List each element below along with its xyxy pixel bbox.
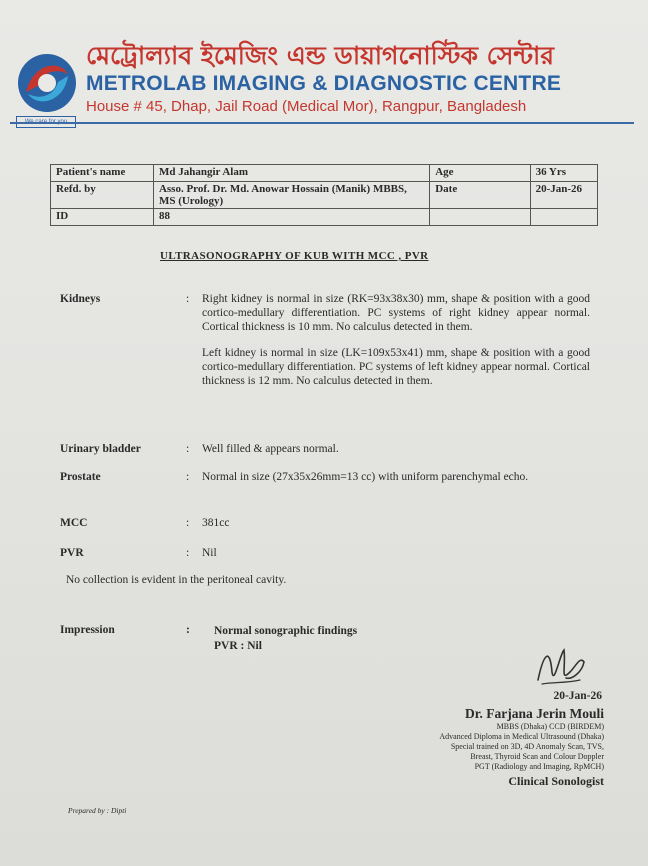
bladder-text: Well filled & appears normal.	[202, 443, 339, 455]
logo-tagline: We care for you	[16, 116, 76, 128]
pvr-label: PVR	[60, 547, 84, 559]
report-page: We care for you মেট্রোল্যাব ইমেজিং এন্ড ডায়াগনোস্টিক সেন্টার METROLAB IMAGING & DIAGNOSTIC CENTRE House # 45, Dhap, Jail Road (Medical Mor), Rangpur, Bangladesh Patient's name Md Jahangir Alam Age 36 Yrs Refd. by Asso. Prof. Dr. Md. Anowar Hossain (Manik) MBBS, MS (Urology) Date 20-Jan-26 ID 88 ULTRASONOGRAPHY OF KUB WITH MCC , PVR Kidneys : Right kidney is normal in size (RK=93x38x30) mm, shape & position with a good cortico-medullary differentiation. PC systems of right kidney appear normal. Cortical thickness is 10 mm. No calculus detected in them. Left kidney is normal in size (LK=109x53x41) mm, shape & position with a good cortico-medullary differentiation. PC systems of left kidney appear normal. Cortical thickness is 12 mm. No calculus detected in them. Urinary bladder : Well filled & appears normal. Prostate : Normal in size (27x35x26mm=13 cc) with uniform parenchymal echo. MCC : 381cc PVR : Nil No collection is evident in the peritoneal cavity. Impression : Normal sonographic findings PVR : Nil 20-Jan-26 Dr. Farjana Jerin Mouli MBBS (Dhaka) CCD (BIRDEM) Advanced Diploma in Medical Ultrasound (Dhaka) Special trained on 3D, 4D Anomaly Scan, TVS, Breast, Thyroid Scan and Colour Doppler PGT (Radiology and Imaging, RpMCH) Clinical Sonologist Prepared by : Dipti	[0, 0, 648, 866]
signature-icon	[530, 642, 590, 692]
patient-age: 36 Yrs	[530, 165, 597, 182]
centre-name-english: METROLAB IMAGING & DIAGNOSTIC CENTRE	[86, 72, 562, 95]
qualification-line: Breast, Thyroid Scan and Colour Doppler	[470, 752, 604, 761]
centre-name-bangla: মেট্রোল্যাব ইমেজিং এন্ড ডায়াগনোস্টিক সেন্টার	[86, 41, 555, 70]
centre-address: House # 45, Dhap, Jail Road (Medical Mor), Rangpur, Bangladesh	[86, 98, 527, 115]
patient-id: 88	[153, 209, 429, 226]
id-label: ID	[51, 209, 154, 226]
bladder-label: Urinary bladder	[60, 443, 141, 455]
sonologist-name: Dr. Farjana Jerin Mouli	[465, 706, 604, 721]
table-row	[51, 182, 598, 209]
mcc-value: 381cc	[202, 517, 230, 529]
qualification-line: PGT (Radiology and Imaging, RpMCH)	[474, 762, 604, 771]
mcc-label: MCC	[60, 517, 88, 529]
table-row	[51, 209, 598, 226]
right-kidney-text: Right kidney is normal in size (RK=93x38x30) mm, shape & position with a good cortico-medullary differentiation. PC systems of right kidney appear normal. Cortical thickness is 10 mm. No calculus detected in them.	[202, 293, 590, 333]
age-label: Age	[430, 165, 530, 182]
report-title: ULTRASONOGRAPHY OF KUB WITH MCC , PVR	[160, 250, 429, 262]
prostate-text: Normal in size (27x35x26mm=13 cc) with uniform parenchymal echo.	[202, 471, 529, 483]
qualification-line: Advanced Diploma in Medical Ultrasound (Dhaka)	[439, 732, 604, 741]
header-divider	[10, 122, 634, 124]
report-date: 20-Jan-26	[530, 182, 597, 209]
referring-doctor: Asso. Prof. Dr. Md. Anowar Hossain (Manik) MBBS, MS (Urology)	[153, 182, 429, 209]
table-row	[51, 165, 598, 182]
refd-by-label: Refd. by	[51, 182, 154, 209]
impression-line-1: Normal sonographic findings	[214, 625, 358, 637]
signature-block	[344, 706, 604, 789]
sonologist-role: Clinical Sonologist	[508, 774, 604, 788]
metrolab-logo-icon	[16, 52, 78, 114]
patient-info-table	[50, 164, 598, 226]
prepared-by: Prepared by : Dipti	[68, 806, 127, 815]
patient-name-label: Patient's name	[51, 165, 154, 182]
date-label: Date	[430, 182, 530, 209]
impression-line-2: PVR : Nil	[214, 640, 262, 652]
qualification-line: Special trained on 3D, 4D Anomaly Scan, TVS,	[450, 742, 604, 751]
impression-label: Impression	[60, 624, 115, 636]
signature-date: 20-Jan-26	[553, 690, 602, 702]
peritoneal-note: No collection is evident in the peritoneal cavity.	[66, 574, 287, 586]
pvr-value: Nil	[202, 547, 217, 559]
left-kidney-text: Left kidney is normal in size (LK=109x53x41) mm, shape & position with a good cortico-medullary differentiation. PC systems of left kidney appear normal. Cortical thickness is 12 mm. No calculus detected in them.	[202, 347, 590, 387]
kidneys-label: Kidneys	[60, 293, 101, 305]
patient-name: Md Jahangir Alam	[153, 165, 429, 182]
qualification-line: MBBS (Dhaka) CCD (BIRDEM)	[496, 722, 604, 731]
prostate-label: Prostate	[60, 471, 101, 483]
